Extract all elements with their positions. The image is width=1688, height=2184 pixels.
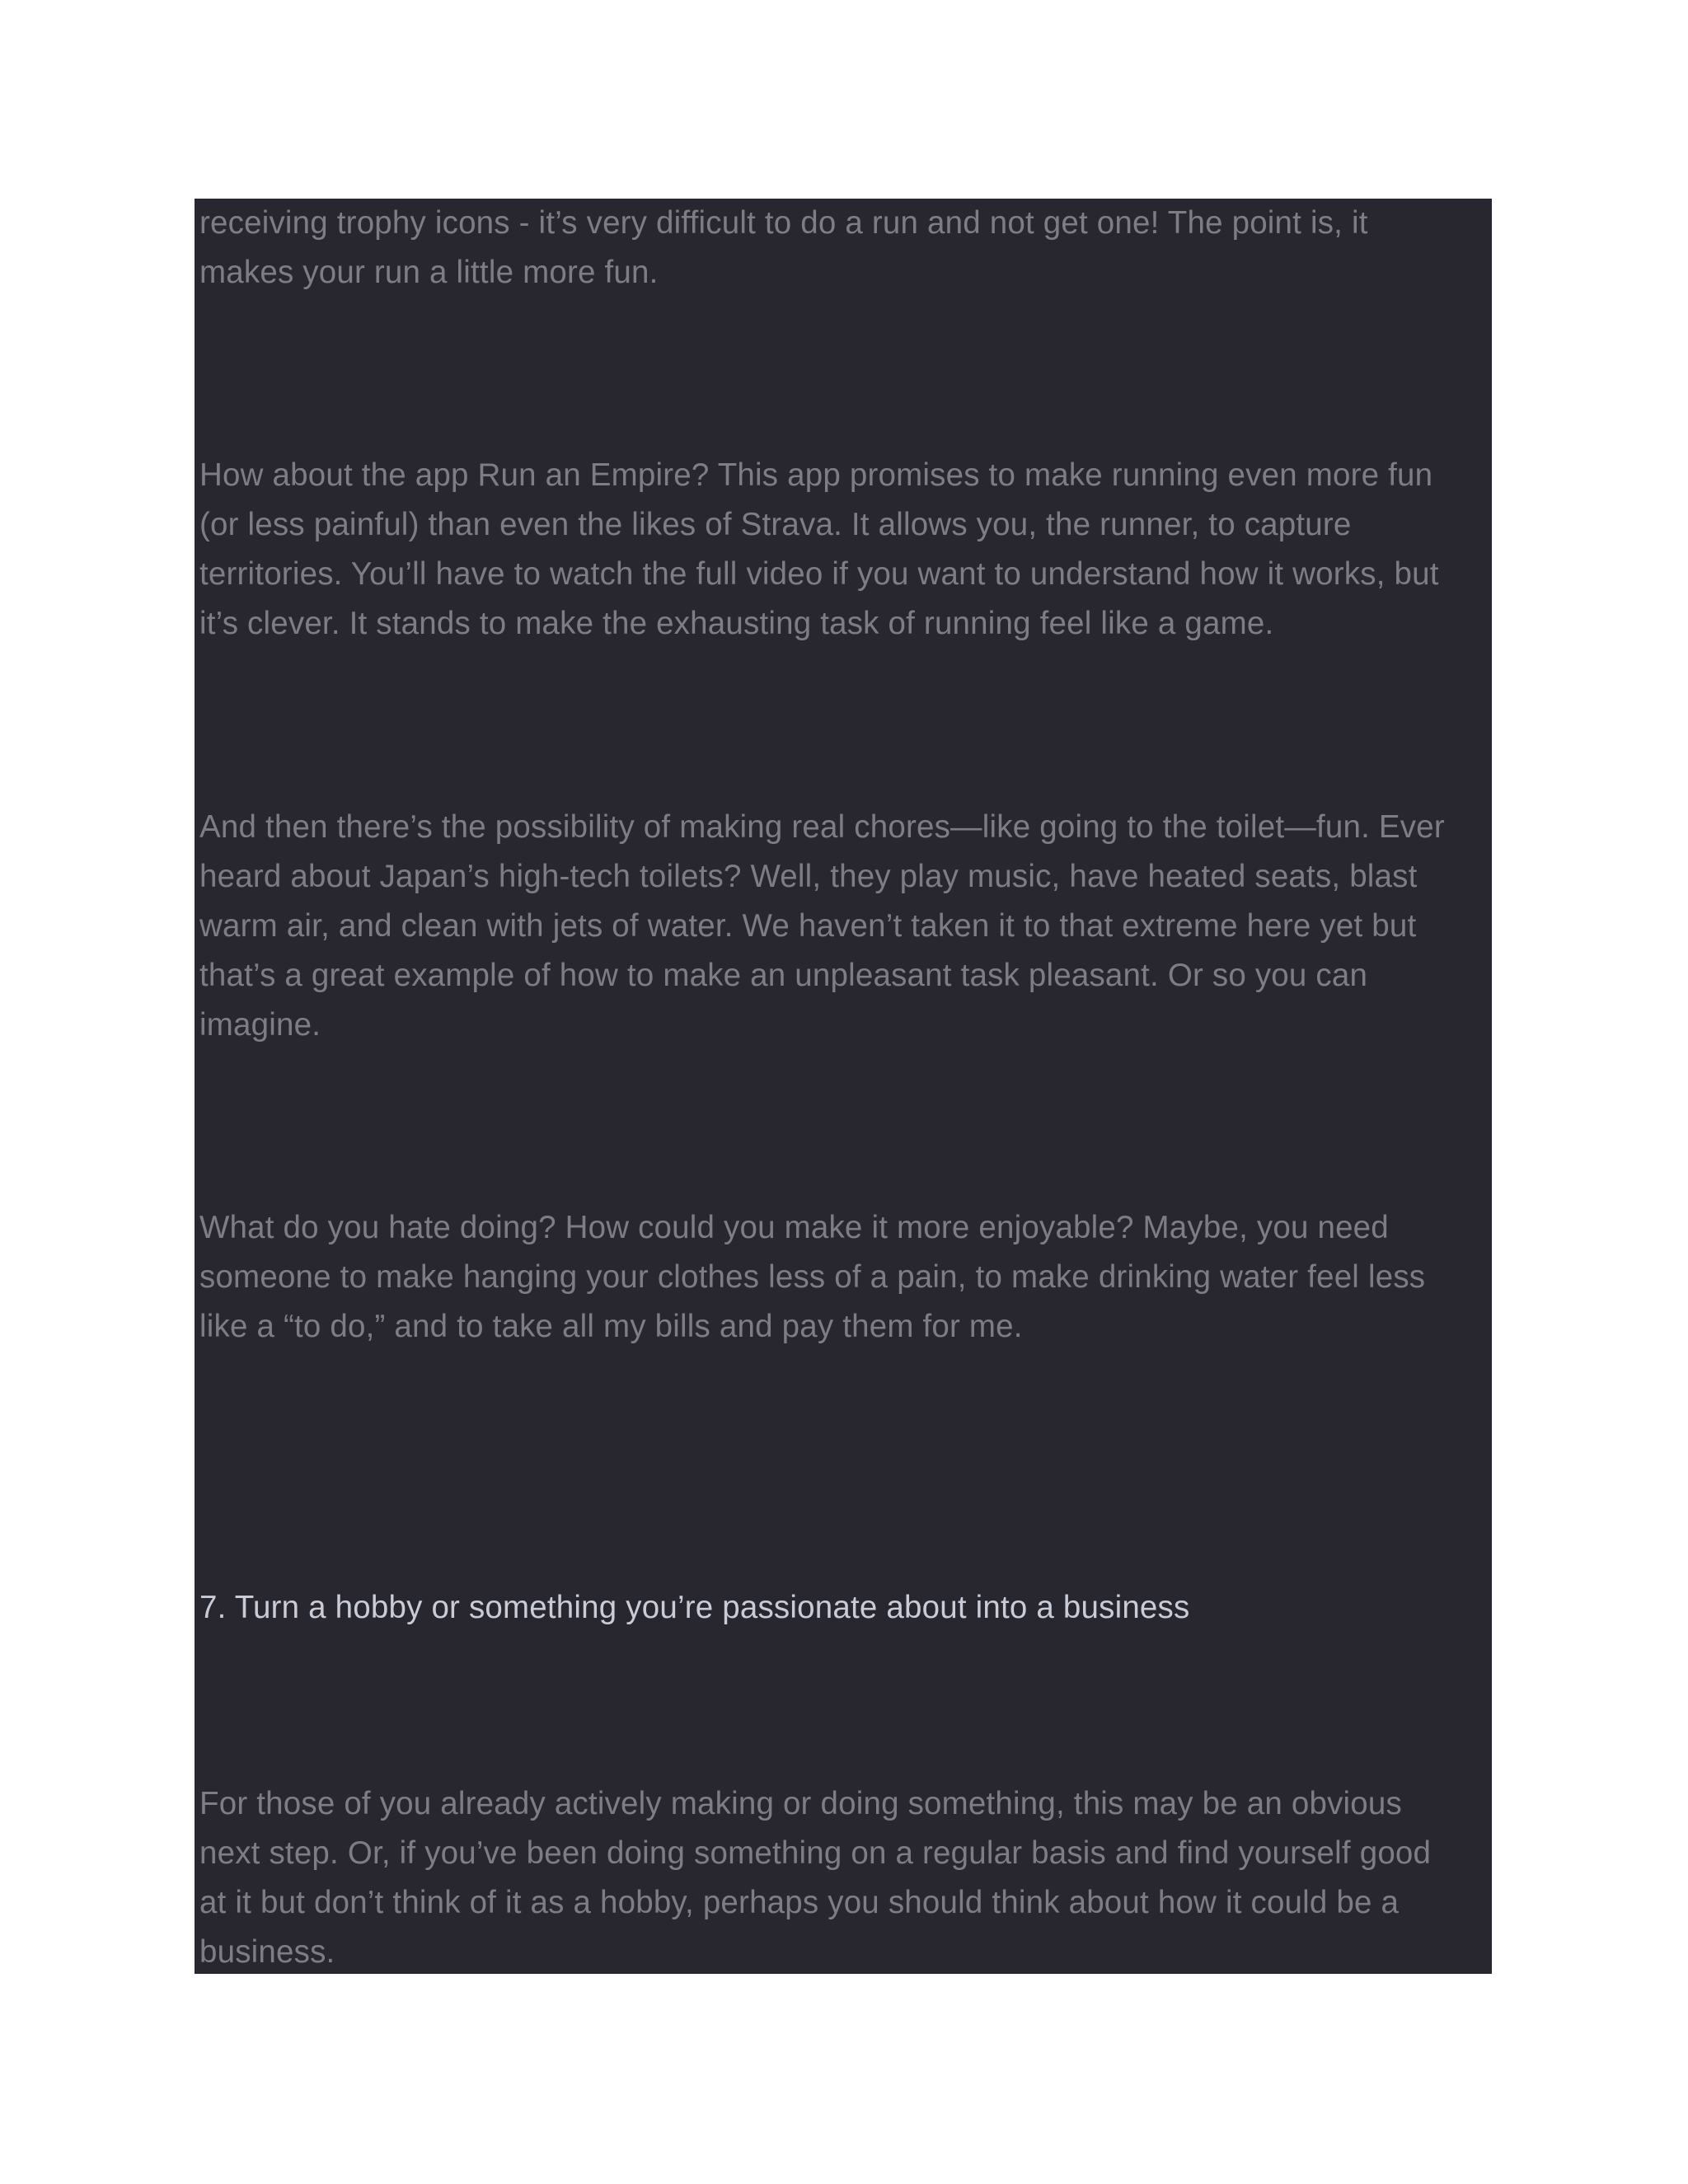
paragraph-trophy-icons: receiving trophy icons - it’s very difficult to do a run and not get one! The point is, it makes your run a little more fun. <box>199 205 1368 290</box>
dark-content-block <box>195 199 1492 1974</box>
paragraph-what-do-you-hate: What do you hate doing? How could you make it more enjoyable? Maybe, you need someone to make hanging your clothes less of a pain, to make drinking water feel less like a “to do,” and to take all my bills and pay them for me. <box>199 1210 1426 1344</box>
paragraph-hobby-business: For those of you already actively making or doing something, this may be an obvious next step. Or, if you’ve been doing something on a regular basis and find yourself good at it but don’t think of it as a hobby, perhaps you should think about how it could be a business. <box>199 1786 1432 1970</box>
section-heading-7: 7. Turn a hobby or something you’re passionate about into a business <box>199 1590 1190 1625</box>
paragraph-japan-toilets: And then there’s the possibility of making real chores—like going to the toilet—fun. Ever heard about Japan’s high-tech toilets? Well, they play music, have heated seats, blast warm air, and clean with jets of water. We haven’t taken it to that extreme here yet but that’s a great example of how to make an unpleasant task pleasant. Or so you can imagine. <box>199 809 1445 1043</box>
paragraph-run-an-empire: How about the app Run an Empire? This app promises to make running even more fun (or less painful) than even the likes of Strava. It allows you, the runner, to capture territories. You’ll have to watch the full video if you want to understand how it works, but it’s clever. It stands to make the exhausting task of running feel like a game. <box>199 457 1439 641</box>
